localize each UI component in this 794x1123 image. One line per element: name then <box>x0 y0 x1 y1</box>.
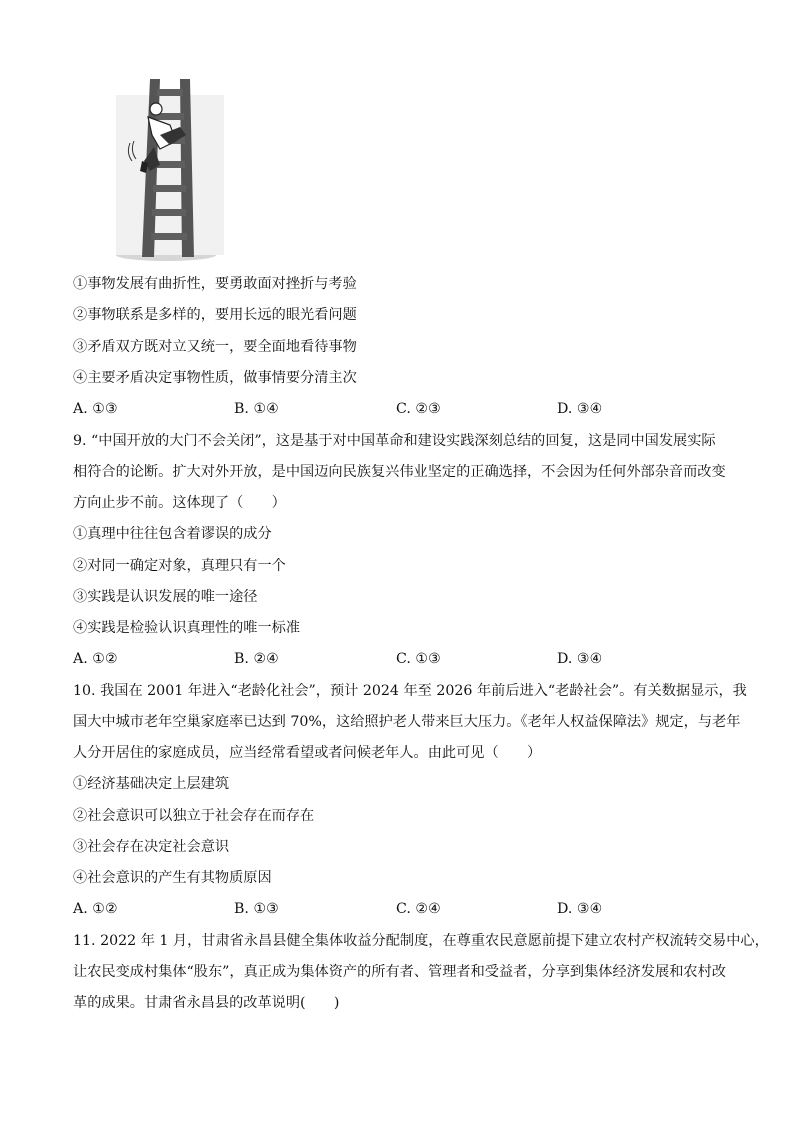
q8-option-d: D. ③④ <box>557 401 603 417</box>
q9-stem-line-1: 9. “中国开放的大门不会关闭”，这是基于对中国革命和建设实践深刻总结的回复，这是同中国发展实际 <box>73 433 716 449</box>
q8-statement-2: ②事物联系是多样的，要用长远的眼光看问题 <box>73 307 357 323</box>
q11-stem-line-1: 11. 2022 年 1 月，甘肃省永昌县健全集体收益分配制度，在尊重农民意愿前提下建立农村产权流转交易中心， <box>73 933 769 949</box>
q8-statement-3: ③矛盾双方既对立又统一，要全面地看待事物 <box>73 339 357 355</box>
q9-option-a: A. ①② <box>73 651 118 667</box>
q10-stem-line-2: 国大中城市老年空巢家庭率已达到 70%，这给照护老人带来巨大压力。《老年人权益保障法》规定，与老年 <box>73 714 741 730</box>
q8-option-b: B. ①④ <box>234 401 279 417</box>
q9-option-c: C. ①③ <box>396 651 441 667</box>
q9-stem-line-2: 相符合的论断。扩大对外开放，是中国迈向民族复兴伟业坚定的正确选择，不会因为任何外部杂音而改变 <box>73 464 726 480</box>
q9-option-d: D. ③④ <box>557 651 603 667</box>
q10-stem-line-3: 人分开居住的家庭成员，应当经常看望或者问候老年人。由此可见（ ） <box>73 745 542 761</box>
q8-option-c: C. ②③ <box>396 401 441 417</box>
q10-option-b: B. ①③ <box>234 901 279 917</box>
q9-statement-1: ①真理中往往包含着谬误的成分 <box>73 526 272 542</box>
q11-stem-line-2: 让农民变成村集体“股东”，真正成为集体资产的所有者、管理者和受益者，分享到集体经济发展和农村改 <box>73 964 726 980</box>
q9-statement-3: ③实践是认识发展的唯一途径 <box>73 589 258 605</box>
q9-statement-2: ②对同一确定对象，真理只有一个 <box>73 558 286 574</box>
q10-option-c: C. ②④ <box>396 901 441 917</box>
q11-stem-line-3: 革的成果。甘肃省永昌县的改革说明( ) <box>73 995 340 1011</box>
q10-stem-line-1: 10. 我国在 2001 年进入“老龄化社会”，预计 2024 年至 2026 年前后进入“老龄社会”。有关数据显示，我 <box>73 683 747 699</box>
q10-option-a: A. ①② <box>73 901 118 917</box>
q10-statement-3: ③社会存在决定社会意识 <box>73 839 230 855</box>
q10-statement-4: ④社会意识的产生有其物质原因 <box>73 870 272 886</box>
q9-option-b: B. ②④ <box>234 651 279 667</box>
ladder-climber-illustration <box>114 75 226 261</box>
q10-statement-2: ②社会意识可以独立于社会存在而存在 <box>73 808 315 824</box>
q10-statement-1: ①经济基础决定上层建筑 <box>73 776 230 792</box>
q8-statement-1: ①事物发展有曲折性，要勇敢面对挫折与考验 <box>73 276 357 292</box>
q8-statement-4: ④主要矛盾决定事物性质，做事情要分清主次 <box>73 370 357 386</box>
q9-stem-line-3: 方向止步不前。这体现了（ ） <box>73 495 286 511</box>
q9-statement-4: ④实践是检验认识真理性的唯一标准 <box>73 620 301 636</box>
q8-option-a: A. ①③ <box>73 401 118 417</box>
q10-option-d: D. ③④ <box>557 901 603 917</box>
